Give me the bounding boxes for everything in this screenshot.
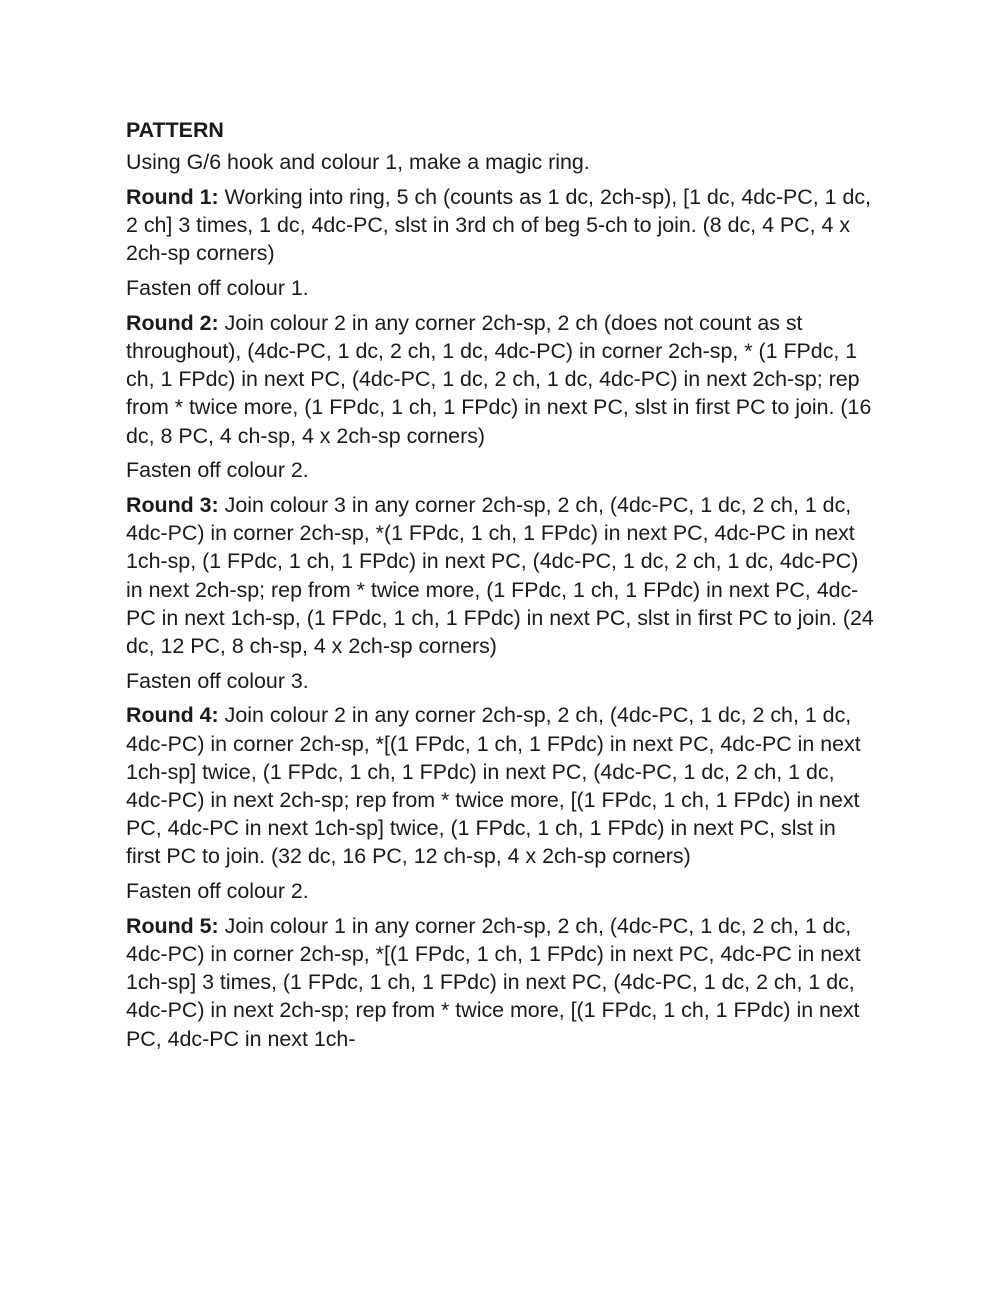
round-3	[126, 491, 876, 660]
round-4-label: Round 4:	[126, 703, 219, 728]
round-3-label: Round 3:	[126, 492, 219, 517]
round-2-fasten: Fasten off colour 2.	[126, 458, 309, 483]
round-2	[126, 309, 876, 450]
round-3-fasten: Fasten off colour 3.	[126, 668, 309, 693]
pattern-page	[126, 116, 876, 1059]
round-5-label: Round 5:	[126, 913, 219, 938]
round-2-label: Round 2:	[126, 310, 219, 335]
round-3-text: Join colour 3 in any corner 2ch-sp, 2 ch, (4dc-PC, 1 dc, 2 ch, 1 dc, 4dc-PC) in corner 2ch-sp, *(1 FPdc, 1 ch, 1 FPdc) in next PC, 4dc-PC in next 1ch-sp, (1 FPdc, 1 ch, 1 FPdc) in next PC, (4dc-PC, 1 dc, 2 ch, 1 dc, 4dc-PC) in next 2ch-sp; rep from * twice more, (1 FPdc, 1 ch, 1 FPdc) in next PC, 4dc-PC in next 1ch-sp, (1 FPdc, 1 ch, 1 FPdc) in next PC, slst in first PC to join. (24 dc, 12 PC, 8 ch-sp, 4 x 2ch-sp corners)	[126, 492, 874, 658]
pattern-heading: PATTERN	[126, 118, 224, 142]
round-1	[126, 183, 876, 268]
round-5-text: Join colour 1 in any corner 2ch-sp, 2 ch, (4dc-PC, 1 dc, 2 ch, 1 dc, 4dc-PC) in corner 2ch-sp, *[(1 FPdc, 1 ch, 1 FPdc) in next PC, 4dc-PC in next 1ch-sp] 3 times, (1 FPdc, 1 ch, 1 FPdc) in next PC, (4dc-PC, 1 dc, 2 ch, 1 dc, 4dc-PC) in next 2ch-sp; rep from * twice more, [(1 FPdc, 1 ch, 1 FPdc) in next PC, 4dc-PC in next 1ch-	[126, 913, 861, 1051]
round-1-fasten: Fasten off colour 1.	[126, 276, 309, 301]
intro-text: Using G/6 hook and colour 1, make a magic ring.	[126, 150, 590, 175]
round-4-fasten: Fasten off colour 2.	[126, 879, 309, 904]
round-1-text: Working into ring, 5 ch (counts as 1 dc, 2ch-sp), [1 dc, 4dc-PC, 1 dc, 2 ch] 3 times, 1 dc, 4dc-PC, slst in 3rd ch of beg 5-ch to join. (8 dc, 4 PC, 4 x 2ch-sp corners)	[126, 184, 871, 266]
round-1-label: Round 1:	[126, 184, 219, 209]
round-4-text: Join colour 2 in any corner 2ch-sp, 2 ch, (4dc-PC, 1 dc, 2 ch, 1 dc, 4dc-PC) in corner 2ch-sp, *[(1 FPdc, 1 ch, 1 FPdc) in next PC, 4dc-PC in next 1ch-sp] twice, (1 FPdc, 1 ch, 1 FPdc) in next PC, (4dc-PC, 1 dc, 2 ch, 1 dc, 4dc-PC) in next 2ch-sp; rep from * twice more, [(1 FPdc, 1 ch, 1 FPdc) in next PC, 4dc-PC in next 1ch-sp] twice, (1 FPdc, 1 ch, 1 FPdc) in next PC, slst in first PC to join. (32 dc, 16 PC, 12 ch-sp, 4 x 2ch-sp corners)	[126, 703, 861, 869]
round-2-text: Join colour 2 in any corner 2ch-sp, 2 ch (does not count as st throughout), (4dc-PC, 1 dc, 2 ch, 1 dc, 4dc-PC) in corner 2ch-sp, * (1 FPdc, 1 ch, 1 FPdc) in next PC, (4dc-PC, 1 dc, 2 ch, 1 dc, 4dc-PC) in next 2ch-sp; rep from * twice more, (1 FPdc, 1 ch, 1 FPdc) in next PC, slst in first PC to join. (16 dc, 8 PC, 4 ch-sp, 4 x 2ch-sp corners)	[126, 310, 872, 448]
round-4	[126, 701, 876, 870]
round-5	[126, 912, 876, 1053]
